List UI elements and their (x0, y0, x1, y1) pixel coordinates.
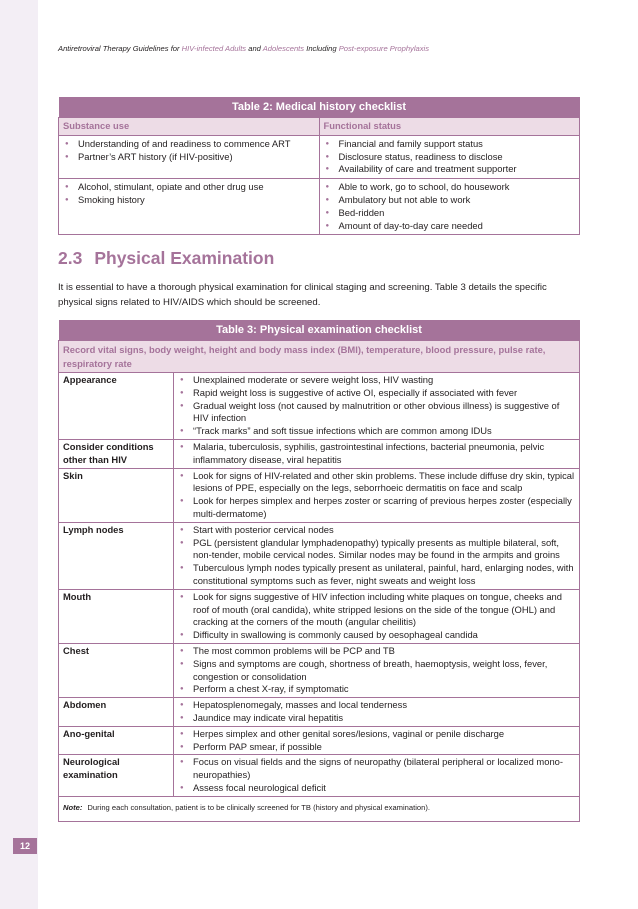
list-item: ● Jaundice may indicate viral hepatitis (178, 712, 575, 725)
list-item: ● Look for herpes simplex and herpes zoster or scarring of previous herpes zoster (especially multi-dermatome) (178, 495, 575, 521)
list-item: ● Able to work, go to school, do housework (324, 181, 576, 194)
list-item: ● Financial and family support status (324, 138, 576, 151)
table-title: Table 2: Medical history checklist (59, 97, 580, 118)
row-content (174, 698, 580, 727)
table-row (59, 179, 580, 235)
bullet-list (63, 138, 315, 164)
list-item: ● Perform PAP smear, if possible (178, 741, 575, 754)
list-item: ● Disclosure status, readiness to disclose (324, 151, 576, 164)
bullet-list (178, 374, 575, 438)
list-item: ● Signs and symptoms are cough, shortness of breath, haemoptysis, weight loss, fever, congestion or consolidation (178, 658, 575, 684)
intro-paragraph: It is essential to have a thorough physical examination for clinical staging and screening. Table 3 details the specific physical signs related to HIV/AIDS which should be screened. (58, 282, 547, 308)
list-item: ● Hepatosplenomegaly, masses and local tenderness (178, 699, 575, 712)
section-heading (58, 248, 274, 269)
row-content (174, 726, 580, 755)
bullet-list (178, 524, 575, 588)
page-number: 12 (13, 838, 37, 854)
list-item: ● The most common problems will be PCP and TB (178, 645, 575, 658)
row-label: Mouth (59, 589, 174, 643)
list-item: ● Focus on visual fields and the signs of neuropathy (bilateral peripheral or localized mono-neuropathies) (178, 756, 575, 782)
row-label: Lymph nodes (59, 522, 174, 589)
row-content (174, 522, 580, 589)
table-row (59, 643, 580, 697)
list-item: ● Alcohol, stimulant, opiate and other drug use (63, 181, 315, 194)
list-item: ● “Track marks” and soft tissue infections which are common among IDUs (178, 425, 575, 438)
bullet-list (178, 441, 575, 467)
table-cell (319, 179, 580, 235)
list-item: ● Look for signs suggestive of HIV infection including white plaques on tongue, cheeks and roof of mouth (oral candida), white stripped lesions on the side of the tongue (OHL) and cracking at the corners of the mouth (angular cheilitis) (178, 591, 575, 629)
table-row (59, 522, 580, 589)
list-item: ● Understanding of and readiness to commence ART (63, 138, 315, 151)
list-item: ● Unexplained moderate or severe weight loss, HIV wasting (178, 374, 575, 387)
list-item: ● Tuberculous lymph nodes typically present as unilateral, painful, hard, enlarging nodes, with constitutional symptoms such as fever, night sweats and weight loss (178, 562, 575, 588)
list-item: ● Ambulatory but not able to work (324, 194, 576, 207)
list-item: ● Bed-ridden (324, 207, 576, 220)
list-item: ● Rapid weight loss is suggestive of active OI, especially if associated with fever (178, 387, 575, 400)
list-item: ● Malaria, tuberculosis, syphilis, gastrointestinal infections, bacterial pneumonia, pelvic inflammatory disease, viral hepatitis (178, 441, 575, 467)
section-number: 2.3 (58, 248, 83, 268)
row-label: Abdomen (59, 698, 174, 727)
bullet-list (178, 470, 575, 521)
list-item: ● Difficulty in swallowing is commonly caused by oesophageal candida (178, 629, 575, 642)
table-row (59, 755, 580, 796)
table-row (59, 726, 580, 755)
table-cell (59, 135, 320, 178)
running-header: Antiretroviral Therapy Guidelines for HIV-infected Adults and Adolescents Including Post-exposure Prophylaxis (58, 44, 430, 53)
bullet-list (178, 645, 575, 696)
row-content (174, 589, 580, 643)
table-row (59, 468, 580, 522)
list-item: ● Amount of day-to-day care needed (324, 220, 576, 233)
table-note: Note: During each consultation, patient is to be clinically screened for TB (history and physical examination). (59, 796, 580, 821)
row-content (174, 373, 580, 440)
list-item: ● Partner’s ART history (if HIV-positive) (63, 151, 315, 164)
bullet-list (178, 699, 575, 725)
list-item: ● Smoking history (63, 194, 315, 207)
list-item: ● Availability of care and treatment supporter (324, 163, 576, 176)
list-item: ● PGL (persistent glandular lymphadenopathy) typically presents as multiple bilateral, soft, non-tender, mobile cervical nodes. Similar nodes may be found in the armpits and groins (178, 537, 575, 563)
table-cell (319, 135, 580, 178)
vitals-row: Record vital signs, body weight, height and body mass index (BMI), temperature, blood pressure, pulse rate, respiratory rate (59, 341, 580, 373)
row-label: Consider conditions other than HIV (59, 439, 174, 468)
row-label: Ano-genital (59, 726, 174, 755)
bullet-list (178, 728, 575, 754)
row-label: Skin (59, 468, 174, 522)
list-item: ● Start with posterior cervical nodes (178, 524, 575, 537)
column-header: Functional status (319, 118, 580, 136)
table-row (59, 589, 580, 643)
list-item: ● Assess focal neurological deficit (178, 782, 575, 795)
table-cell (59, 179, 320, 235)
bullet-list (178, 591, 575, 642)
list-item: ● Perform a chest X-ray, if symptomatic (178, 683, 575, 696)
table-row (59, 439, 580, 468)
column-header: Substance use (59, 118, 320, 136)
physical-exam-table (58, 320, 580, 822)
table-row (59, 698, 580, 727)
table-row (59, 373, 580, 440)
left-margin-bar (0, 0, 38, 909)
section-title: Physical Examination (94, 248, 275, 268)
table-row (59, 135, 580, 178)
list-item: ● Herpes simplex and other genital sores/lesions, vaginal or penile discharge (178, 728, 575, 741)
row-content (174, 643, 580, 697)
medical-history-table (58, 97, 580, 235)
row-label: Neurological examination (59, 755, 174, 796)
row-label: Chest (59, 643, 174, 697)
bullet-list (324, 138, 576, 176)
list-item: ● Look for signs of HIV-related and other skin problems. These include diffuse dry skin, typical lesions of PPE, especially on the legs, seborrhoeic dermatitis on face and scalp (178, 470, 575, 496)
row-content (174, 468, 580, 522)
row-label: Appearance (59, 373, 174, 440)
bullet-list (178, 756, 575, 794)
row-content (174, 439, 580, 468)
bullet-list (63, 181, 315, 207)
list-item: ● Gradual weight loss (not caused by malnutrition or other obvious illness) is suggestive of HIV infection (178, 400, 575, 426)
table-title: Table 3: Physical examination checklist (59, 320, 580, 341)
bullet-list (324, 181, 576, 232)
row-content (174, 755, 580, 796)
